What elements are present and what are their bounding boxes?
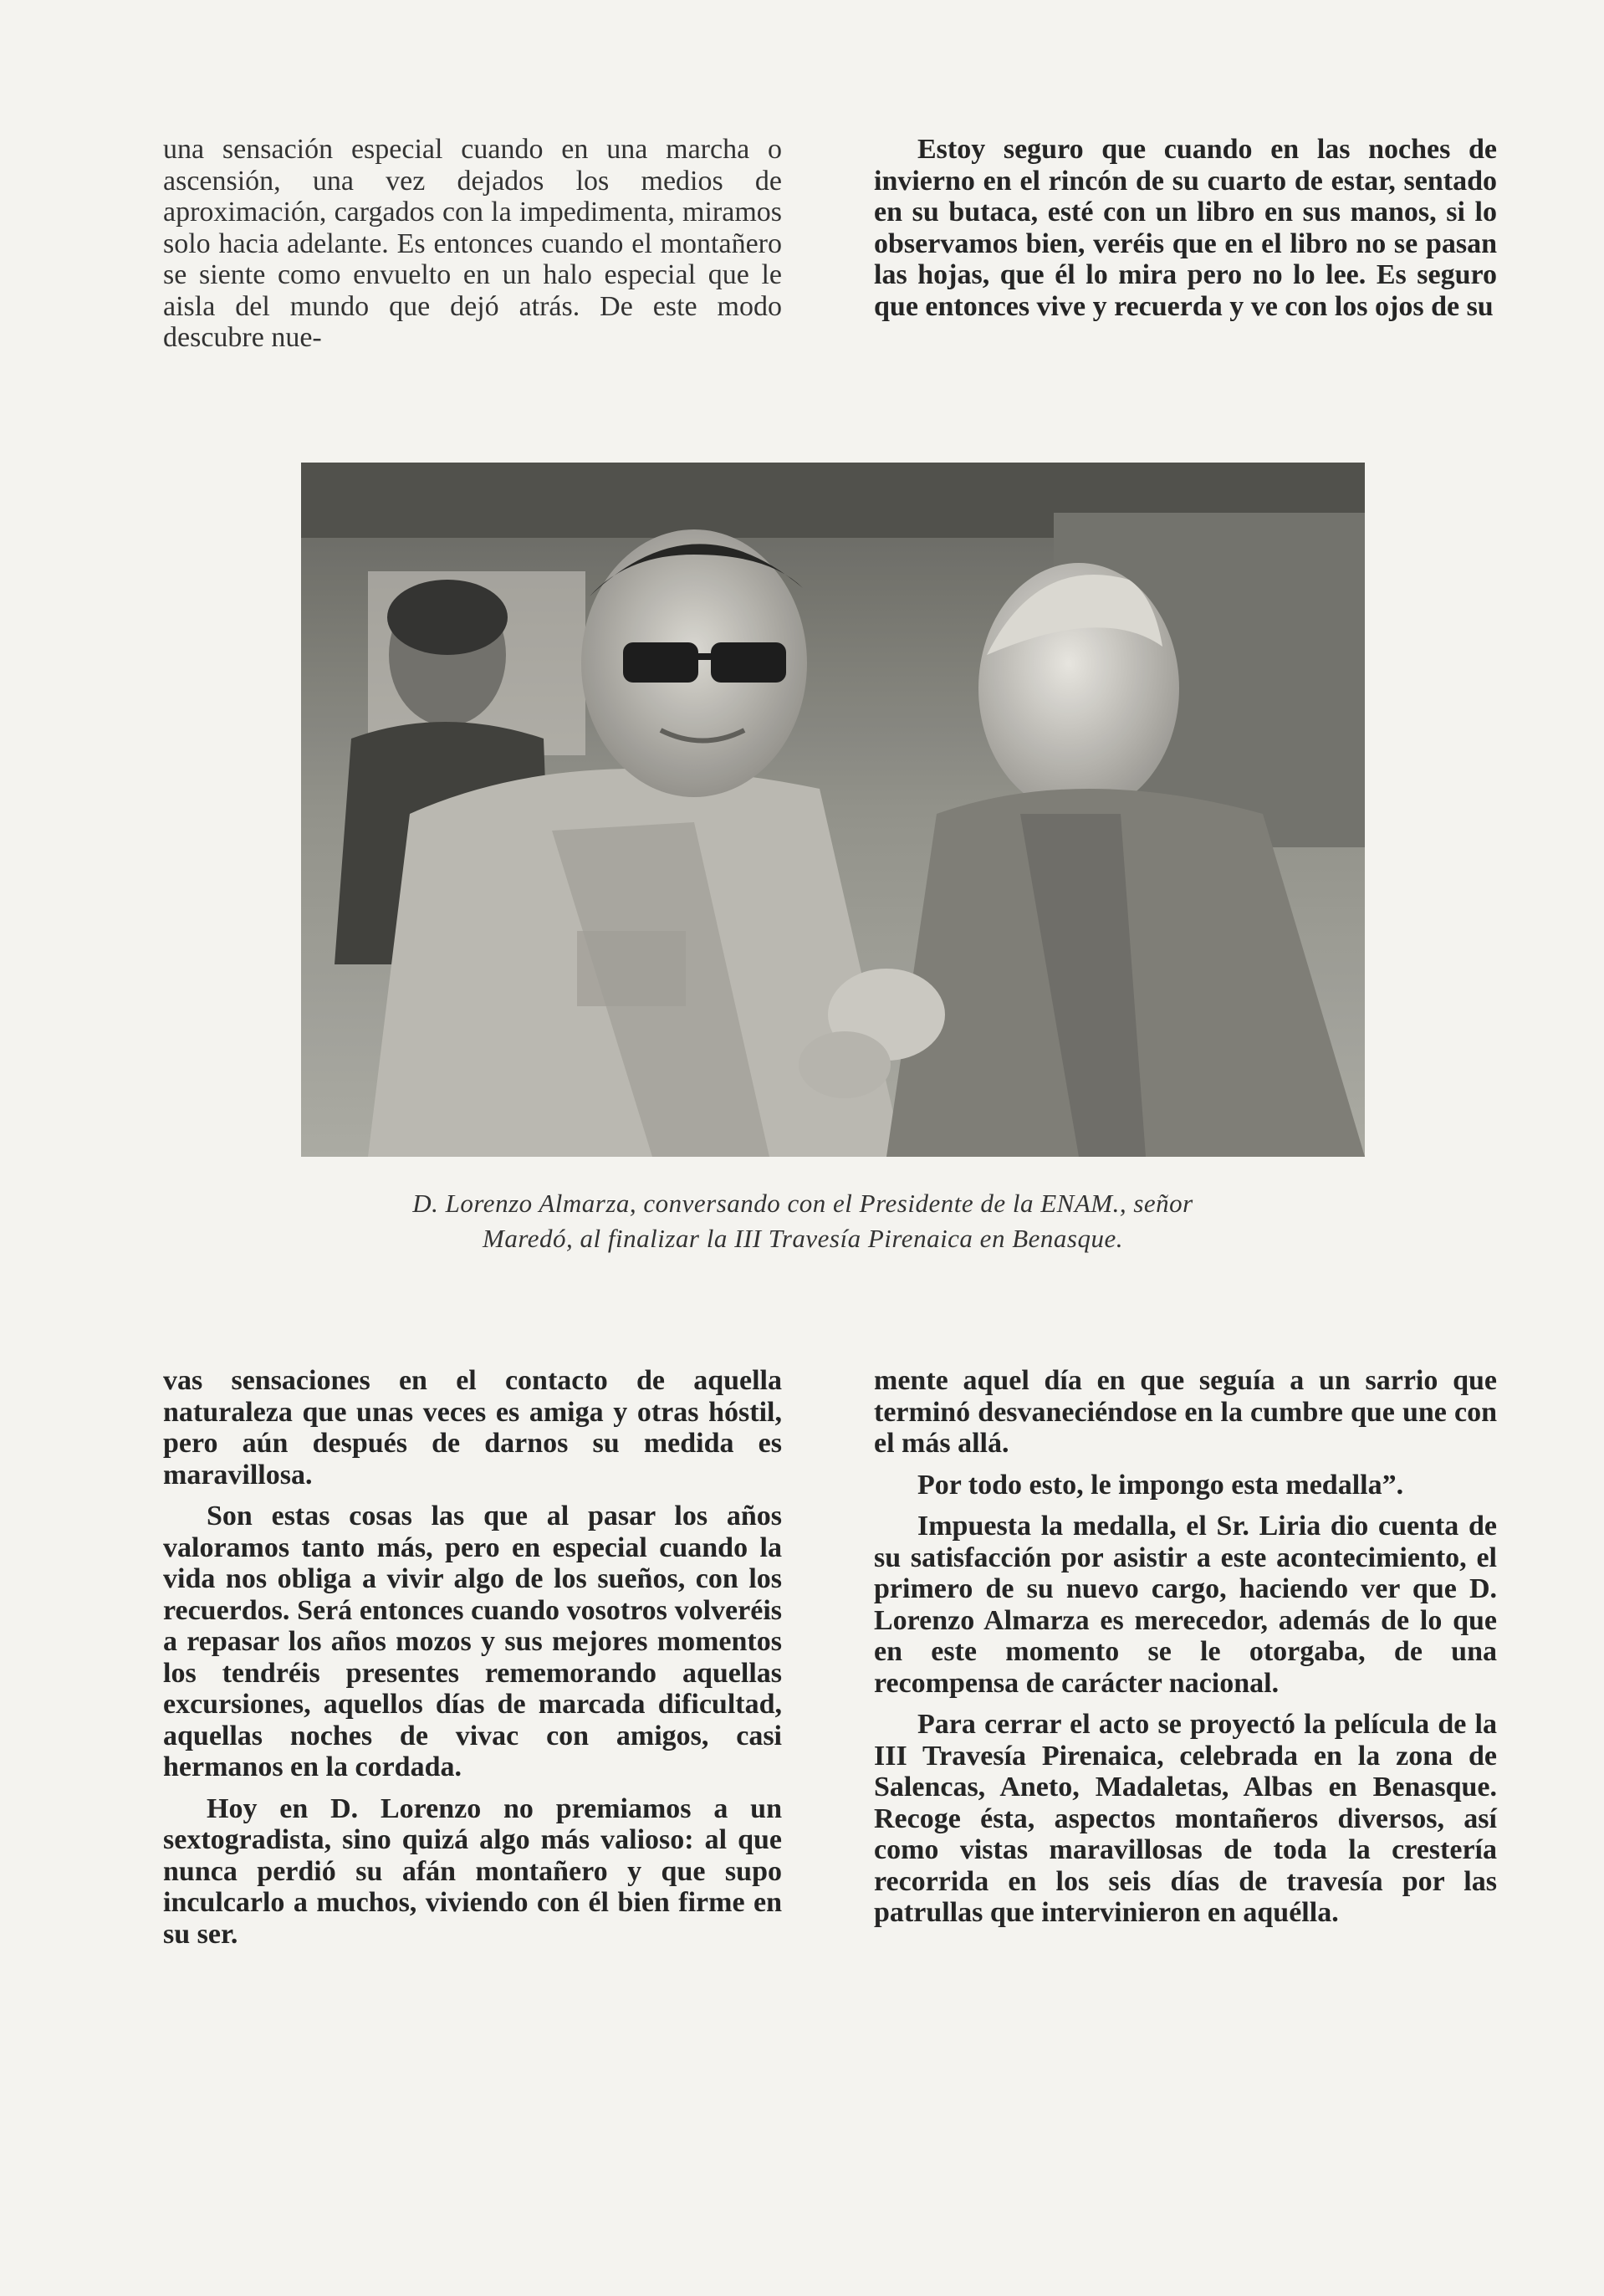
paragraph: Hoy en D. Lorenzo no premiamos a un sextogradista, sino quizá algo más valioso: al que nunca perdió su afán montañero y que supo inculcarlo a muchos, viviendo con él bien firme en su ser. xyxy=(163,1792,782,1950)
photograph-image xyxy=(301,463,1365,1157)
paragraph: Por todo esto, le impongo esta medalla”. xyxy=(917,1469,1404,1501)
paragraph: vas sensaciones en el contacto de aquella naturaleza que unas veces es amiga y otras hóstil, pero aún después de darnos su medida es maravillosa. xyxy=(163,1365,782,1491)
column-top-right xyxy=(874,134,1497,332)
paragraph: mente aquel día en que seguía a un sarrio que terminó desvaneciéndose en la cumbre que une con el más allá. xyxy=(874,1365,1497,1459)
column-bottom-left xyxy=(163,1365,782,1960)
paragraph: una sensación especial cuando en una marcha o ascensión, una vez dejados los medios de aproximación, cargados con la impedimenta, miramos solo hacia adelante. Es entonces cuando el montañero se siente como envuelto en un halo especial que le aisla del mundo que dejó atrás. De este modo descubre nue- xyxy=(163,134,782,353)
paragraph: Impuesta la medalla, el Sr. Liria dio cuenta de su satisfacción por asistir a este acontecimiento, el primero de su nuevo cargo, haciendo ver que D. Lorenzo Almarza es merecedor, además de lo que en este momento se le otorgaba, de una recompensa de carácter nacional. xyxy=(874,1511,1497,1699)
caption-line: Maredó, al finalizar la III Travesía Pirenaica en Benasque. xyxy=(483,1224,1123,1253)
paragraph: Son estas cosas las que al pasar los años valoramos tanto más, pero en especial cuando la vida nos obliga a vivir algo de los sueños, con los recuerdos. Será entonces cuando vosotros volveréis a repasar los años mozos y sus mejores momentos los tendréis presentes rememorando aquellas excursiones, aquellos días de marcada dificultad, aquellas noches de vivac con amigos, casi hermanos en la cordada. xyxy=(163,1501,782,1782)
column-top-left xyxy=(163,134,782,364)
paragraph: Para cerrar el acto se proyectó la película de la III Travesía Pirenaica, celebrada en la zona de Salencas, Aneto, Madaletas, Albas en Benasque. Recoge ésta, aspectos montañeros diversos, así como vistas maravillosas de toda la crestería recorrida en los seis días de travesía por las patrullas que intervinieron en aquélla. xyxy=(874,1709,1497,1928)
column-bottom-right xyxy=(874,1365,1497,1939)
caption-line: D. Lorenzo Almarza, conversando con el Presidente de la ENAM., señor xyxy=(412,1189,1193,1218)
paragraph: Estoy seguro que cuando en las noches de invierno en el rincón de su cuarto de estar, sentado en su butaca, esté con un libro en sus manos, si lo observamos bien, veréis que en el libro no se pasan las hojas, que él lo mira pero no lo lee. Es seguro que entonces vive y recuerda y ve con los ojos de su xyxy=(874,134,1497,322)
photo-caption xyxy=(259,1186,1346,1256)
photograph xyxy=(301,463,1365,1157)
